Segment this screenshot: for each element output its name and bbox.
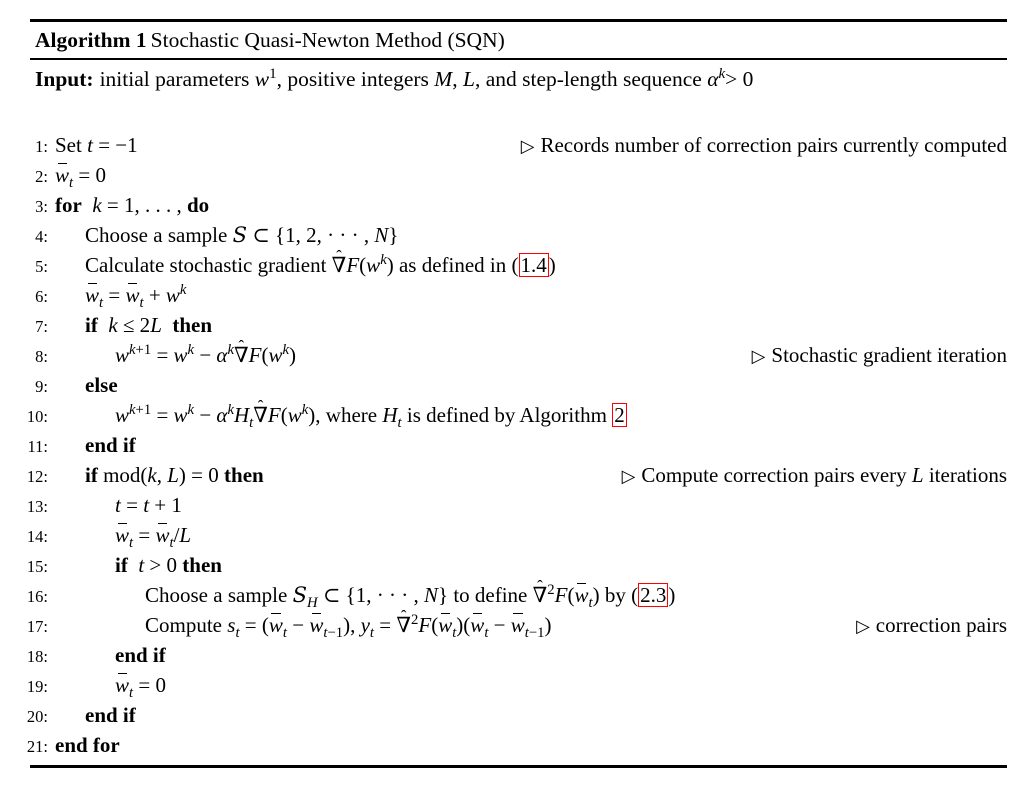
- line-number: 11:: [27, 437, 48, 456]
- line-number: 10:: [26, 407, 48, 426]
- line-number: 16:: [26, 587, 48, 606]
- input-label: Input:: [35, 67, 94, 91]
- line-code: Calculate stochastic gradient ˆ $\nabla F(w^k)$ as defined in (1.4): [85, 250, 556, 280]
- line-number: 9:: [35, 377, 48, 396]
- line-number: 8:: [35, 347, 48, 366]
- algorithm-line: [30, 370, 1007, 400]
- line-number: 15:: [26, 557, 48, 576]
- line-number: 18:: [26, 647, 48, 666]
- line-code: t = t + 1: [115, 493, 182, 517]
- algorithm-line: [26, 580, 1007, 612]
- comment-triangle-icon: ▷: [856, 616, 870, 637]
- algorithm-line: [30, 340, 1007, 370]
- algorithm-line: [26, 520, 1007, 552]
- algorithm-line: [26, 400, 1007, 432]
- line-number: 20:: [26, 707, 48, 726]
- algorithm-line: [26, 700, 1007, 730]
- algorithm-line: [30, 130, 1007, 160]
- line-code: $w^{k+1} = w^k$ − $\alpha^kH_tˆ$ $\nabla F(w^k)$, where $H_t$ is defined by Algorithm 2: [115, 400, 627, 430]
- line-code: $w_t = 0$: [55, 160, 106, 190]
- algorithm-lines: [26, 130, 1007, 760]
- line-number: 19:: [26, 677, 48, 696]
- line-code: else: [85, 373, 118, 397]
- algorithm-label: Algorithm 1: [35, 28, 147, 52]
- line-code: Choose a sample S ⊂ {1, 2, · · · , N}: [85, 223, 399, 247]
- algorithm-line: [26, 610, 1007, 642]
- algorithm-title: Stochastic Quasi-Newton Method (SQN): [150, 28, 505, 52]
- line-number: 2:: [35, 167, 48, 186]
- line-number: 21:: [26, 737, 48, 756]
- line-code: end if: [85, 433, 136, 457]
- reference-link[interactable]: 2: [614, 403, 625, 427]
- bottom-rule: [30, 765, 1007, 768]
- line-number: 7:: [35, 317, 48, 336]
- input-line: [30, 60, 1007, 93]
- bottom-rule-wrap: [30, 765, 1007, 768]
- algorithm-line: [26, 730, 1007, 760]
- line-comment: [738, 340, 1007, 372]
- line-code: for k = 1, . . . , do: [55, 193, 210, 217]
- reference-link[interactable]: 1.4: [520, 253, 547, 277]
- line-code: $w_t = w_t + w^k$: [85, 282, 187, 312]
- line-code: if mod(k, L) = 0 then: [85, 463, 264, 487]
- line-code: Compute $s_t = (w_t - w_{t-1})$, $y_t$ = ˆ $\nabla^2F(w_t)(w_t - w_{t-1})$: [145, 610, 552, 640]
- comment-text: Compute correction pairs every L iterations: [641, 463, 1007, 487]
- line-code: end for: [55, 733, 120, 757]
- line-number: 12:: [26, 467, 48, 486]
- line-code: Set t = −1: [55, 133, 138, 157]
- comment-triangle-icon: ▷: [621, 466, 636, 487]
- line-number: 14:: [26, 527, 48, 546]
- algorithm-float: [26, 19, 1007, 768]
- comment-triangle-icon: ▷: [520, 136, 535, 157]
- reference-link[interactable]: 2.3: [640, 583, 667, 607]
- line-code: $w_t = 0$: [115, 670, 166, 700]
- comment-text: correction pairs: [875, 613, 1007, 637]
- line-number: 17:: [26, 617, 48, 636]
- comment-text: Records number of correction pairs currently computed: [540, 133, 1007, 157]
- algorithm-line: [26, 490, 1007, 520]
- algorithm-line: [30, 250, 1007, 280]
- line-code: Choose a sample $S_H$ ⊂ {1, · · · , N} to define ˆ $\nabla^2F(w_t)$ by (2.3): [145, 580, 675, 610]
- line-code: end if: [85, 703, 136, 727]
- line-comment: [507, 130, 1007, 162]
- comment-text: Stochastic gradient iteration: [771, 343, 1007, 367]
- line-number: 3:: [35, 197, 48, 216]
- line-number: 1:: [35, 137, 48, 156]
- line-code: $w_t = w_t/L$: [115, 520, 191, 550]
- algorithm-line: [26, 460, 1007, 490]
- algorithm-line: [26, 550, 1007, 580]
- comment-triangle-icon: ▷: [751, 346, 766, 367]
- algorithm-line: [30, 190, 1007, 220]
- input-text: initial parameters $w^1$, positive integers M, L, and step-length sequence $\alpha^k> 0$: [99, 65, 754, 91]
- line-code: $w^{k+1} = w^k$ − $\alpha^kˆ$ $\nabla F(w^k)$: [115, 340, 296, 370]
- line-number: 5:: [35, 257, 48, 276]
- line-comment: [842, 610, 1007, 642]
- algorithm-line: [30, 160, 1007, 190]
- line-code: if t > 0 then: [115, 553, 222, 577]
- algorithm-line: [30, 220, 1007, 250]
- line-comment: [608, 460, 1007, 492]
- algorithm-line: [27, 430, 1007, 460]
- algorithm-line: [30, 280, 1007, 310]
- line-code: end if: [115, 643, 166, 667]
- line-number: 13:: [26, 497, 48, 516]
- line-number: 4:: [35, 227, 48, 246]
- algorithm-caption: [30, 22, 1007, 58]
- algorithm-line: [26, 670, 1007, 702]
- line-code: if k ≤ 2L then: [85, 313, 213, 337]
- algorithm-line: [26, 640, 1007, 670]
- algorithm-line: [30, 310, 1007, 340]
- line-number: 6:: [35, 287, 48, 306]
